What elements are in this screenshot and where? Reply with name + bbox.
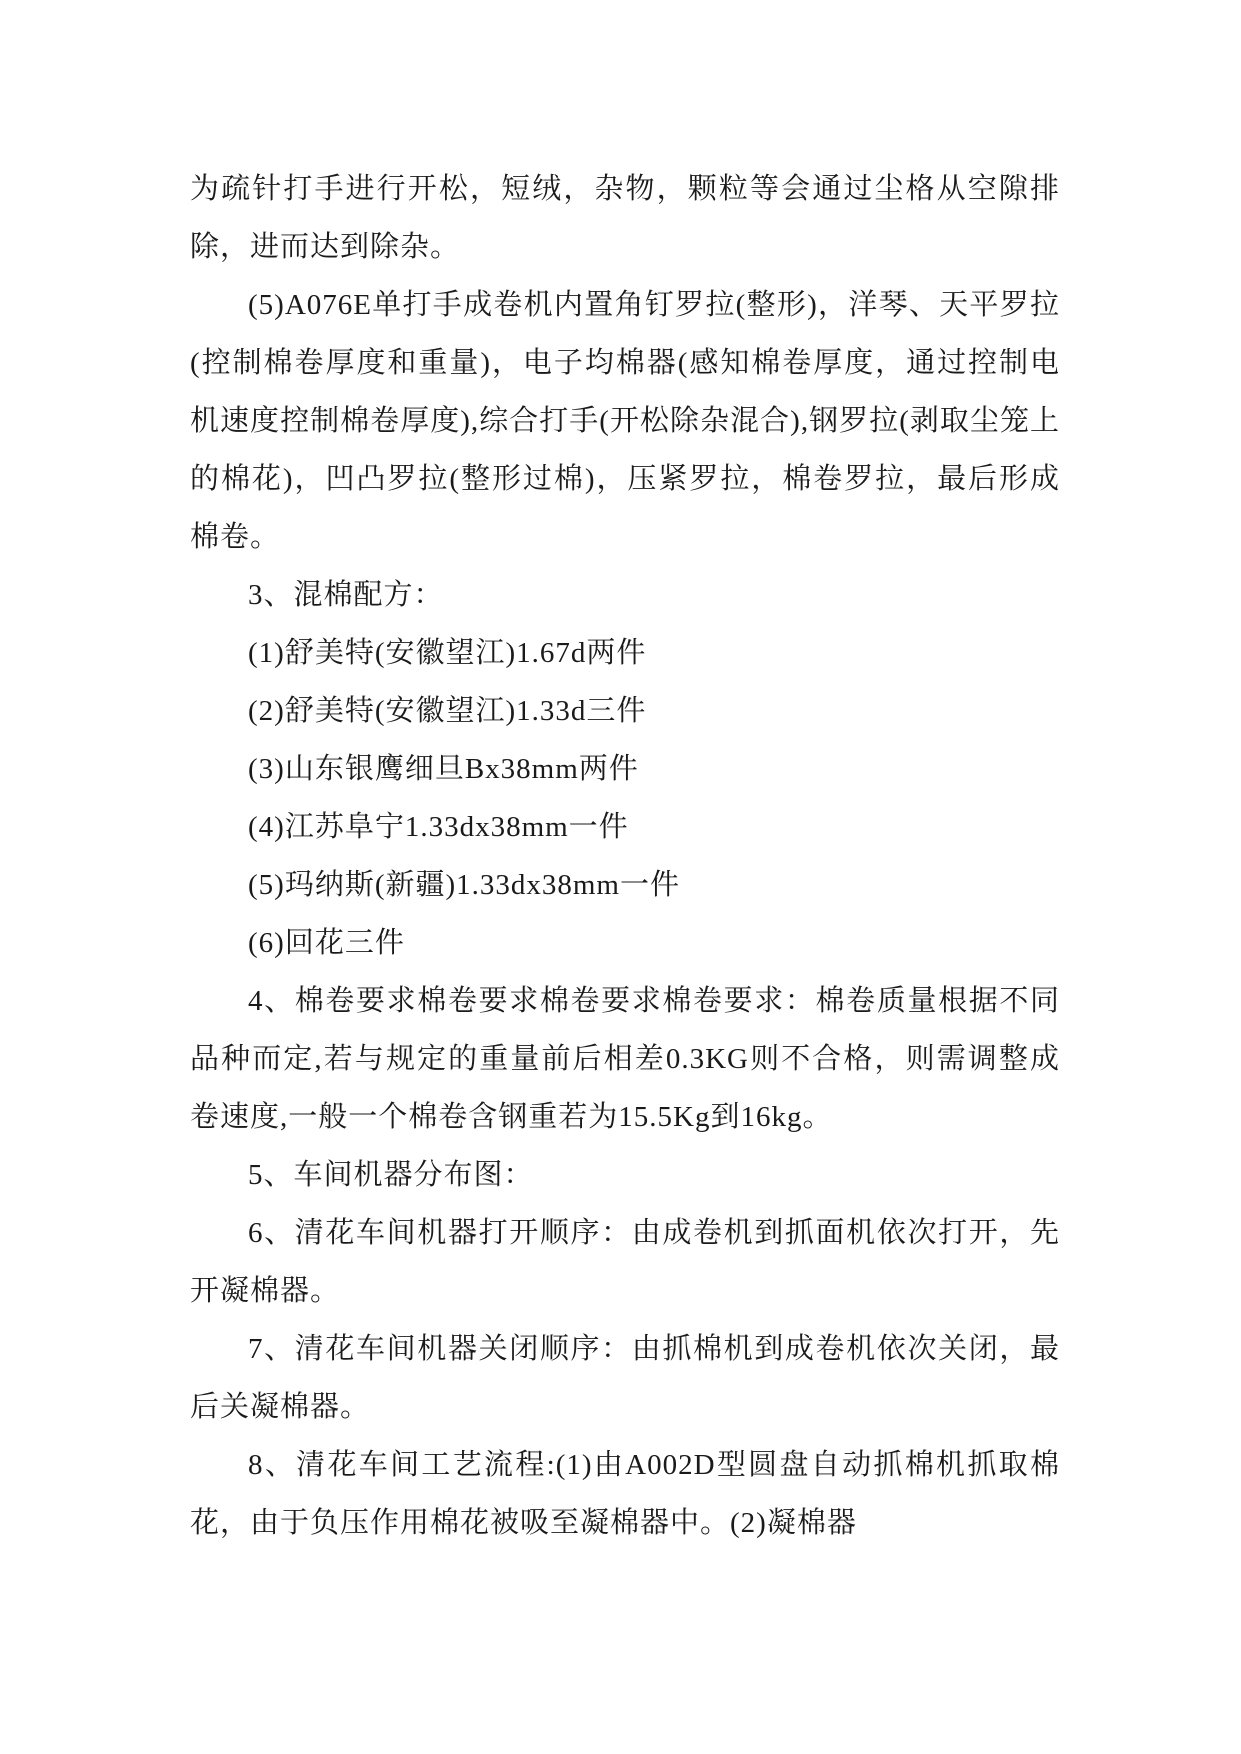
paragraph-process-flow: 8、清花车间工艺流程:(1)由A002D型圆盘自动抓棉机抓取棉花，由于负压作用棉花被吸至凝棉器中。(2)凝棉器 <box>190 1449 1060 1539</box>
paragraph-continuation: 为疏针打手进行开松，短绒，杂物，颗粒等会通过尘格从空隙排除，进而达到除杂。 <box>190 173 1060 263</box>
document-page <box>190 160 1060 1552</box>
recipe-item-6: (6)回花三件 <box>248 927 405 959</box>
section-heading-blend-recipe: 3、混棉配方： <box>248 579 444 611</box>
paragraph-startup-order: 6、清花车间机器打开顺序：由成卷机到抓面机依次打开，先开凝棉器。 <box>190 1217 1060 1307</box>
recipe-item-5: (5)玛纳斯(新疆)1.33dx38mm一件 <box>248 869 680 901</box>
recipe-item-3: (3)山东银鹰细旦Bx38mm两件 <box>248 753 639 785</box>
paragraph-lap-requirements: 4、棉卷要求棉卷要求棉卷要求棉卷要求：棉卷质量根据不同品种而定,若与规定的重量前后相差0.3KG则不合格，则需调整成卷速度,一般一个棉卷含钢重若为15.5Kg到16kg。 <box>190 985 1060 1133</box>
paragraph-shutdown-order: 7、清花车间机器关闭顺序：由抓棉机到成卷机依次关闭，最后关凝棉器。 <box>190 1333 1060 1423</box>
recipe-item-2: (2)舒美特(安徽望江)1.33d三件 <box>248 695 647 727</box>
recipe-item-1: (1)舒美特(安徽望江)1.67d两件 <box>248 637 647 669</box>
recipe-item-4: (4)江苏阜宁1.33dx38mm一件 <box>248 811 629 843</box>
section-heading-machine-layout: 5、车间机器分布图： <box>248 1159 534 1191</box>
paragraph-a076e-description: (5)A076E单打手成卷机内置角钉罗拉(整形)，洋琴、天平罗拉(控制棉卷厚度和重量)，电子均棉器(感知棉卷厚度，通过控制电机速度控制棉卷厚度),综合打手(开松除杂混合),钢罗拉(剥取尘笼上的棉花)，凹凸罗拉(整形过棉)，压紧罗拉，棉卷罗拉，最后形成棉卷。 <box>190 289 1060 553</box>
